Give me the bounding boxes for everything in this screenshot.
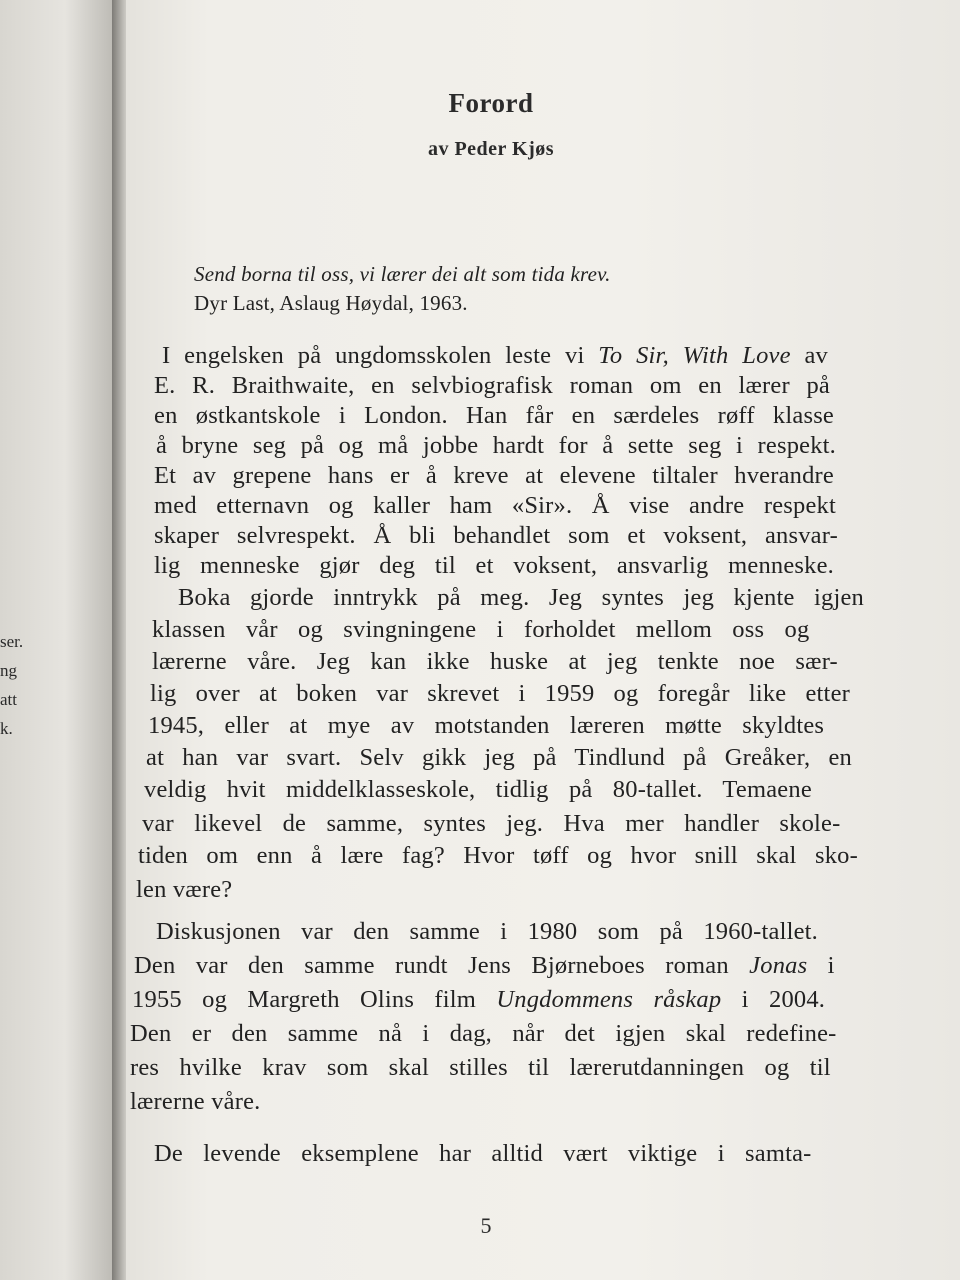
italic-title: To Sir, With Love — [598, 342, 791, 369]
text-segment: res hvilke krav som skal stilles til lærerutdanningen og til — [130, 1054, 831, 1081]
text-segment: i — [807, 952, 835, 979]
text-segment: klassen vår og svingningene i forholdet mellom oss og — [152, 616, 810, 643]
text-segment: len være? — [136, 876, 233, 903]
text-line — [130, 1088, 260, 1116]
text-line — [154, 1140, 812, 1168]
text-line — [156, 432, 836, 460]
text-line — [146, 744, 852, 772]
text-line — [154, 372, 830, 400]
italic-title: Ungdommens råskap — [496, 986, 722, 1013]
text-segment: Diskusjonen var den samme i 1980 som på 1960-tallet. — [156, 918, 818, 945]
text-segment: Boka gjorde inntrykk på meg. Jeg syntes jeg kjente igjen — [178, 584, 864, 611]
text-segment: Den var den samme rundt Jens Bjørneboes roman — [134, 952, 750, 979]
left-page-edge — [0, 0, 118, 1280]
text-line — [148, 712, 824, 740]
text-line — [178, 584, 864, 612]
text-segment: lærerne våre. — [130, 1088, 261, 1115]
text-line — [154, 462, 834, 490]
text-line — [144, 776, 812, 804]
text-line — [162, 342, 828, 370]
text-segment: I engelsken på ungdomsskolen leste vi — [162, 342, 599, 369]
text-line — [154, 552, 834, 580]
chapter-author: av Peder Kjøs — [427, 138, 555, 160]
left-page-fragment: ser. — [0, 632, 24, 651]
left-page-fragment: ng — [0, 661, 17, 680]
text-segment: at han var svart. Selv gikk jeg på Tindlund på Greåker, en — [146, 744, 852, 771]
text-segment: 1955 og Margreth Olins film — [132, 986, 497, 1013]
text-segment: en østkantskole i London. Han får en særdeles røff klasse — [154, 402, 834, 429]
text-segment: skaper selvrespekt. Å bli behandlet som et voksent, ansvar- — [154, 522, 838, 549]
text-line — [136, 876, 232, 904]
text-line — [152, 616, 809, 644]
text-segment: tiden om enn å lære fag? Hvor tøff og hvor snill skal sko- — [138, 842, 858, 869]
left-page-fragment: k. — [0, 719, 13, 738]
text-segment: De levende eksemplene har alltid vært viktige i samta- — [154, 1140, 812, 1167]
text-segment: var likevel de samme, syntes jeg. Hva mer handler skole- — [142, 810, 841, 837]
text-segment: lærerne våre. Jeg kan ikke huske at jeg tenkte noe sær- — [152, 648, 838, 675]
text-segment: Et av grepene hans er å kreve at elevene tiltaler hverandre — [154, 462, 834, 489]
text-segment: å bryne seg på og må jobbe hardt for å sette seg i respekt. — [156, 432, 836, 459]
text-segment: veldig hvit middelklasseskole, tidlig på 80-tallet. Temaene — [144, 776, 812, 803]
text-segment: lig over at boken var skrevet i 1959 og foregår like etter — [150, 680, 850, 707]
text-line — [130, 1020, 837, 1048]
text-line — [130, 1054, 831, 1082]
text-segment: i 2004. — [721, 986, 826, 1013]
text-segment: med etternavn og kaller ham «Sir». Å vise andre respekt — [154, 492, 836, 519]
text-line — [156, 918, 818, 946]
text-segment: av — [790, 342, 829, 369]
text-line — [142, 810, 840, 838]
epigraph-quote: Send borna til oss, vi lærer dei alt som tida krev. — [194, 262, 611, 286]
text-line — [150, 680, 850, 708]
text-line — [154, 492, 836, 520]
text-segment: Den er den samme nå i dag, når det igjen skal redefine- — [130, 1020, 837, 1047]
text-segment: E. R. Braithwaite, en selvbiografisk roman om en lærer på — [154, 372, 830, 399]
text-segment: 1945, eller at mye av motstanden læreren møtte skyldtes — [148, 712, 825, 739]
italic-title: Jonas — [749, 952, 808, 979]
book-page — [126, 0, 960, 1280]
text-segment: lig menneske gjør deg til et voksent, ansvarlig menneske. — [154, 552, 834, 579]
text-line — [152, 648, 838, 676]
epigraph-source: Dyr Last, Aslaug Høydal, 1963. — [194, 291, 468, 315]
text-line — [154, 522, 838, 550]
text-line — [154, 402, 834, 430]
text-line — [138, 842, 858, 870]
text-line — [132, 986, 825, 1014]
chapter-title: Forord — [448, 88, 534, 118]
page-number: 5 — [480, 1213, 492, 1238]
left-page-fragment: att — [0, 690, 17, 709]
text-line — [134, 952, 835, 980]
